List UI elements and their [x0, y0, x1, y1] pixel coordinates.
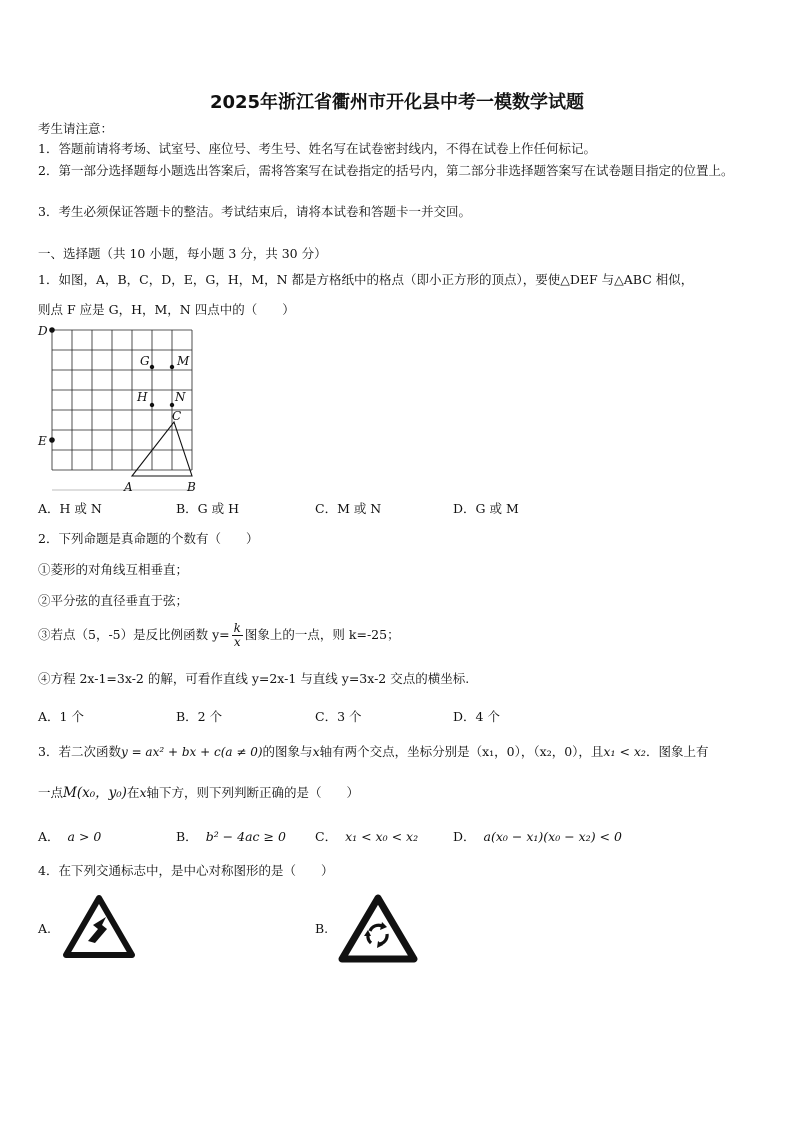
q4-stem: 4．在下列交通标志中，是中心对称图形的是（ ） [38, 863, 334, 878]
q1-stem-line2: 则点 F 应是 G，H，M，N 四点中的（ ） [38, 302, 295, 317]
label-e: E [38, 434, 47, 448]
q3-text-f: 在 [126, 785, 140, 800]
q1-option-d: D．G 或 M [453, 501, 519, 516]
label-m: M [177, 354, 190, 368]
q3-text-g: 轴下方，则下列判断正确的是（ ） [146, 785, 360, 800]
q2-option-c: C．3 个 [315, 709, 362, 724]
q1-grid-figure [36, 322, 206, 494]
option-label: C． [315, 829, 338, 844]
option-expr: x₁ < x₀ < x₂ [345, 829, 419, 844]
notice-item-1: 1．答题前请将考场、试室号、座位号、考生号、姓名写在试卷密封线内，不得在试卷上作任何标记。 [38, 141, 596, 156]
q1-option-b: B．G 或 H [176, 501, 240, 516]
q3-option-d [453, 827, 622, 845]
q3-function: y = ax² + bx + c(a ≠ 0) [120, 745, 263, 759]
option-label: D． [453, 829, 476, 844]
q2-k-over-x-fraction [232, 622, 243, 649]
q2-statement-1: ①菱形的对角线互相垂直； [38, 562, 189, 577]
q2-option-d: D．4 个 [453, 709, 500, 724]
q4-option-b-label: B. [315, 921, 329, 936]
q2-stem: 2．下列命题是真命题的个数有（ ） [38, 531, 259, 546]
label-n: N [175, 390, 186, 404]
label-c: C [172, 409, 182, 423]
q3-stem-line2 [38, 784, 359, 802]
option-expr: b² − 4ac ≥ 0 [205, 829, 286, 844]
notice-item-2: 2．第一部分选择题每小题选出答案后，需将答案写在试卷指定的括号内，第二部分非选择题答案写在试卷题目指定的位置上。 [38, 163, 734, 178]
q3-text-d: ．图象上有 [645, 744, 709, 759]
label-b: B [187, 480, 196, 494]
q3-text-a: 3．若二次函数 [38, 744, 121, 759]
q2-s3-text-b: 图象上的一点，则 k=-25； [244, 627, 400, 642]
q3-stem-line1 [38, 743, 708, 761]
zigzag-road-sign-icon [62, 893, 136, 959]
option-label: A． [38, 829, 60, 844]
notice-item-3: 3．考生必须保证答题卡的整洁。考试结束后，请将本试卷和答题卡一并交回。 [38, 204, 471, 219]
page-title: 2025年浙江省衢州市开化县中考一模数学试题 [209, 92, 585, 113]
q3-option-a [38, 827, 101, 845]
q2-s3-text-a: ③若点（5，-5）是反比例函数 y= [38, 627, 230, 642]
q3-option-c [315, 827, 418, 845]
q2-option-b: B．2 个 [176, 709, 223, 724]
roundabout-sign-icon [338, 893, 418, 963]
label-d: D [38, 324, 48, 338]
label-g: G [140, 354, 150, 368]
q3-option-b [176, 827, 286, 845]
q3-point-m: M(x₀，y₀) [63, 785, 127, 801]
q3-inequality: x₁ < x₂ [603, 744, 646, 759]
q3-x-var-2: x [139, 785, 147, 800]
option-expr: a > 0 [67, 829, 102, 844]
q3-x-var: x [312, 744, 320, 759]
q2-option-a: A．1 个 [38, 709, 84, 724]
q2-statement-4: ④方程 2x-1=3x-2 的解，可看作直线 y=2x-1 与直线 y=3x-2 交点的横坐标. [38, 671, 470, 686]
fraction-denominator: x [233, 635, 241, 649]
q1-stem-line1: 1．如图，A，B，C，D，E，G，H，M，N 都是方格纸中的格点（即小正方形的顶点），要使△DEF 与△ABC 相似， [38, 272, 694, 287]
notice-heading: 考生请注意： [38, 121, 114, 136]
q1-option-c: C．M 或 N [315, 501, 382, 516]
option-label: B． [176, 829, 198, 844]
label-a: A [124, 480, 133, 494]
option-expr: a(x₀ − x₁)(x₀ − x₂) < 0 [483, 829, 622, 844]
q3-text-c: 轴有两个交点，坐标分别是（x₁，0），（x₂，0），且 [319, 744, 604, 759]
q2-statement-3 [38, 622, 400, 649]
q2-statement-2: ②平分弦的直径垂直于弦； [38, 593, 189, 608]
fraction-numerator: k [233, 621, 241, 635]
section-heading: 一、选择题（共 10 小题，每小题 3 分，共 30 分） [38, 246, 327, 261]
q4-option-a-label: A. [38, 921, 52, 936]
label-h: H [137, 390, 148, 404]
q3-text-b: 的图象与 [262, 744, 313, 759]
q3-text-e: 一点 [38, 785, 64, 800]
q1-option-a: A．H 或 N [38, 501, 102, 516]
